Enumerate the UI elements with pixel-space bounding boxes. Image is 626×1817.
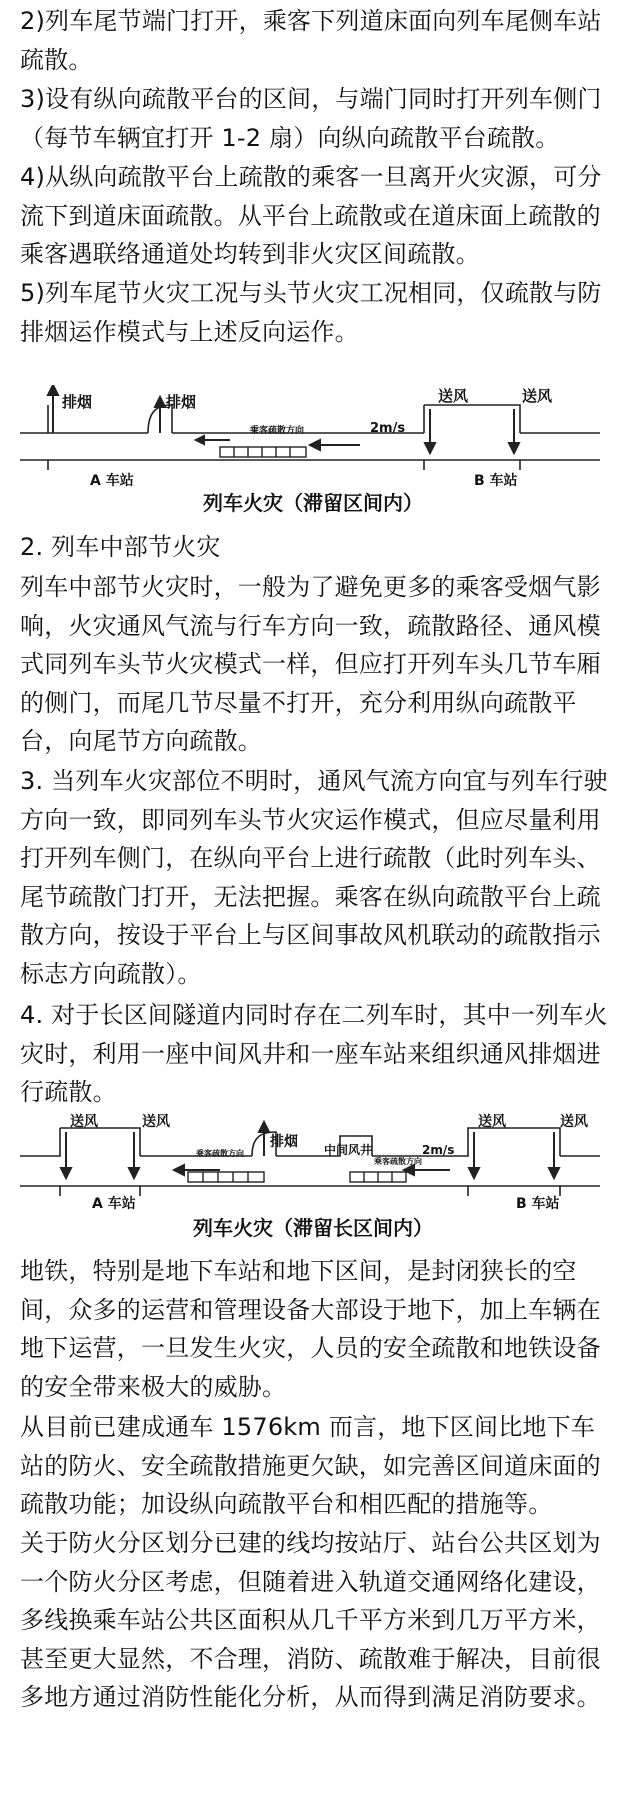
label-supply-left: 送风 xyxy=(438,387,469,405)
paragraph-platform-diversion: 4)从纵向疏散平台上疏散的乘客一旦离开火灾源，可分流下到道床面疏散。从平台上疏散或在道床面上疏散的乘客遇联络通道处均转到非火灾区间疏散。 xyxy=(20,163,602,268)
label-speed: 2m/s xyxy=(370,421,406,436)
label-supply-4: 送风 xyxy=(560,1114,588,1130)
paragraph-built-lines: 从目前已建成通车 1576km 而言，地下区间比地下车站的防火、安全疏散措施更欠缺，如完善区间道床面的疏散功能；加设纵向疏散平台和相匹配的措施等。 xyxy=(20,1413,601,1518)
tunnel-diagram-2 xyxy=(0,1108,626,1228)
paragraph-tail-fire: 5)列车尾节火灾工况与头节火灾工况相同，仅疏散与防排烟运作模式与上述反向运作。 xyxy=(20,279,602,346)
label-mid-shaft: 中间风井 xyxy=(324,1143,373,1157)
label-evac-direction-left: 乘客疏散方向 xyxy=(196,1149,244,1158)
label-station-b: B 车站 xyxy=(474,473,518,489)
label-evac-direction: 乘客疏散方向 xyxy=(250,426,305,436)
label-supply-2: 送风 xyxy=(142,1114,170,1130)
label-evac-direction-right: 乘客疏散方向 xyxy=(374,1157,422,1166)
label-exhaust-left: 排烟 xyxy=(62,393,93,411)
label-speed: 2m/s xyxy=(422,1143,455,1157)
paragraph-mid-fire: 列车中部节火灾时，一般为了避免更多的乘客受烟气影响，火灾通风气流与行车方向一致，疏散路径、通风模式同列车头节火灾模式一样，但应打开列车头几节车厢的侧门，而尾几节尽量不打开，充分利用纵向疏散平台，向尾节方向疏散。 xyxy=(20,573,601,755)
paragraph-metro-risk: 地铁，特别是地下车站和地下区间，是封闭狭长的空间，众多的运营和管理设备大部设于地下，加上车辆在地下运营，一旦发生火灾，人员的安全疏散和地铁设备的安全带来极大的威胁。 xyxy=(20,1257,601,1401)
label-station-a: A 车站 xyxy=(92,1196,136,1212)
paragraph-unknown-location: 3. 当列车火灾部位不明时，通风气流方向宜与列车行驶方向一致，即同列车头节火灾运作模式，但应尽量利用打开列车侧门，在纵向平台上进行疏散（此时列车头、尾节疏散门打开，无法把握。乘客在纵向疏散平台上疏散方向，按设于平台上与区间事故风机联动的疏散指示标志方向疏散）。 xyxy=(20,767,608,988)
figure-caption: 列车火灾（滞留长区间内） xyxy=(193,1216,433,1240)
label-exhaust-mid: 排烟 xyxy=(166,393,197,411)
figure-train-fire-in-section xyxy=(0,385,626,535)
label-exhaust: 排烟 xyxy=(270,1134,298,1150)
label-supply-1: 送风 xyxy=(70,1114,98,1130)
label-supply-right: 送风 xyxy=(522,387,553,405)
label-station-a: A 车站 xyxy=(90,473,134,489)
figure-caption: 列车火灾（滞留区间内） xyxy=(203,491,423,515)
label-supply-3: 送风 xyxy=(478,1114,506,1130)
section-heading-mid-fire: 2. 列车中部节火灾 xyxy=(20,533,221,561)
paragraph-two-trains: 4. 对于长区间隧道内同时存在二列车时，其中一列车火灾时，利用一座中间风井和一座车站来组织通风排烟进行疏散。 xyxy=(20,1001,608,1106)
paragraph-fire-zones: 关于防火分区划分已建的线均按站厅、站台公共区划为一个防火分区考虑，但随着进入轨道交通网络化建设，多线换乘车站公共区面积从几千平方米到几万平方米，甚至更大显然，不合理，消防、疏散难于解决，目前很多地方通过消防性能化分析，从而得到满足消防要求。 xyxy=(20,1529,601,1711)
paragraph-side-door: 3)设有纵向疏散平台的区间，与端门同时打开列车侧门（每节车辆宜打开 1-2 扇）向纵向疏散平台疏散。 xyxy=(20,85,602,152)
paragraph-tail-door: 2)列车尾节端门打开，乘客下列道床面向列车尾侧车站疏散。 xyxy=(20,7,602,74)
label-station-b: B 车站 xyxy=(516,1196,560,1212)
figure-train-fire-in-long-section xyxy=(0,1108,626,1268)
